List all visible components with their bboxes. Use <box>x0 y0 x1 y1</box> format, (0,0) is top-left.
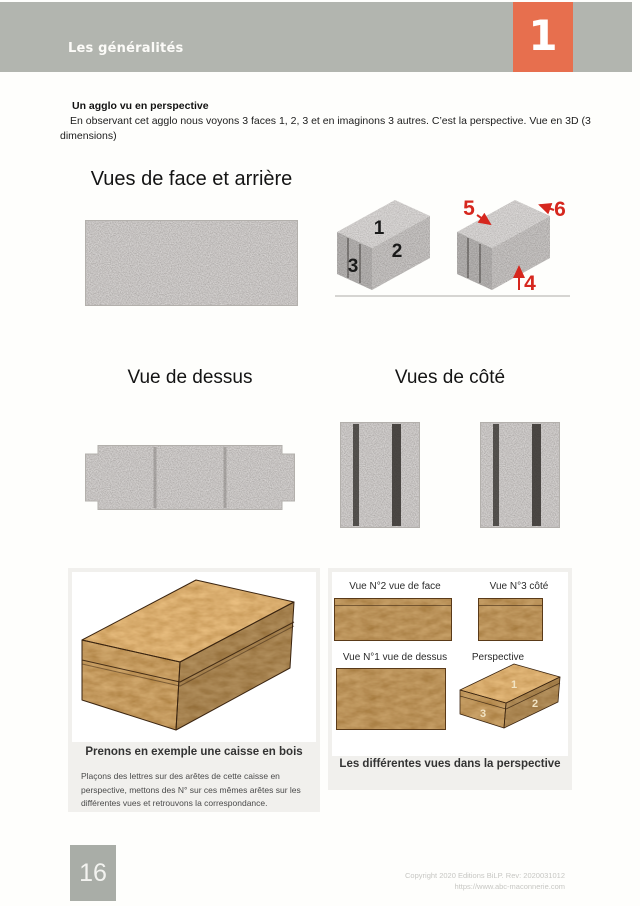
wood-card-description: Plaçons des lettres sur des arêtes de cette caisse en perspective, mettons des N° sur ces mêmes arêtes sur les différentes vues et retrouvons la correspondance. <box>81 771 301 808</box>
views-card <box>328 568 572 790</box>
face-number-5: 5 <box>463 197 475 220</box>
wood-face-view <box>334 598 452 641</box>
face-number-4: 4 <box>524 272 536 295</box>
perspective-number-3: 3 <box>479 708 487 720</box>
label-view-1-top: Vue N°1 vue de dessus <box>342 652 448 663</box>
side-view-photo-left <box>340 422 420 528</box>
wood-box-figure <box>72 572 316 742</box>
wood-card-caption: Prenons en exemple une caisse en bois <box>85 746 303 758</box>
perspective-blocks-figure <box>333 190 573 300</box>
block-right <box>457 197 566 295</box>
front-view-photo <box>85 220 298 306</box>
chapter-number-badge <box>513 2 573 72</box>
chapter-number: 1 <box>528 11 558 60</box>
label-view-2-face: Vue N°2 vue de face <box>349 581 441 592</box>
face-number-6: 6 <box>554 198 566 221</box>
wood-box-photo <box>72 572 316 742</box>
heading-side-view: Vues de côté <box>394 367 506 388</box>
wood-side-view <box>478 598 543 641</box>
heading-front-back: Vues de face et arrière <box>90 168 293 190</box>
face-number-2: 2 <box>391 241 403 262</box>
label-perspective: Perspective <box>471 652 525 663</box>
page-number: 16 <box>79 859 107 887</box>
views-card-caption: Les différentes vues dans la perspective <box>339 758 561 770</box>
heading-top-view: Vue de dessus <box>127 367 253 388</box>
wood-top-view <box>336 668 446 730</box>
block-left <box>337 200 430 290</box>
perspective-number-1: 1 <box>510 679 518 691</box>
website-line: https://www.abc-maconnerie.com <box>454 882 565 891</box>
page-number-box <box>70 845 116 901</box>
side-view-photo-right <box>480 422 560 528</box>
footer-copyright <box>305 870 565 892</box>
wood-perspective-box <box>456 660 568 734</box>
intro-paragraph: En observant cet agglo nous voyons 3 faces 1, 2, 3 et en imaginons 3 autres. C’est la perspective. Vue en 3D (3 dimensions) <box>60 115 591 142</box>
copyright-line: Copyright 2020 Editions BiLP. Rev: 2020031012 <box>405 871 565 880</box>
perspective-number-2: 2 <box>531 698 539 710</box>
label-view-3-side: Vue N°3 côté <box>489 581 549 592</box>
face-number-1: 1 <box>373 218 385 239</box>
wood-example-card <box>68 568 320 812</box>
top-view-photo <box>85 445 295 510</box>
face-number-3: 3 <box>347 256 359 277</box>
intro-heading: Un agglo vu en perspective <box>72 100 209 112</box>
page-title: Les généralités <box>68 41 184 56</box>
